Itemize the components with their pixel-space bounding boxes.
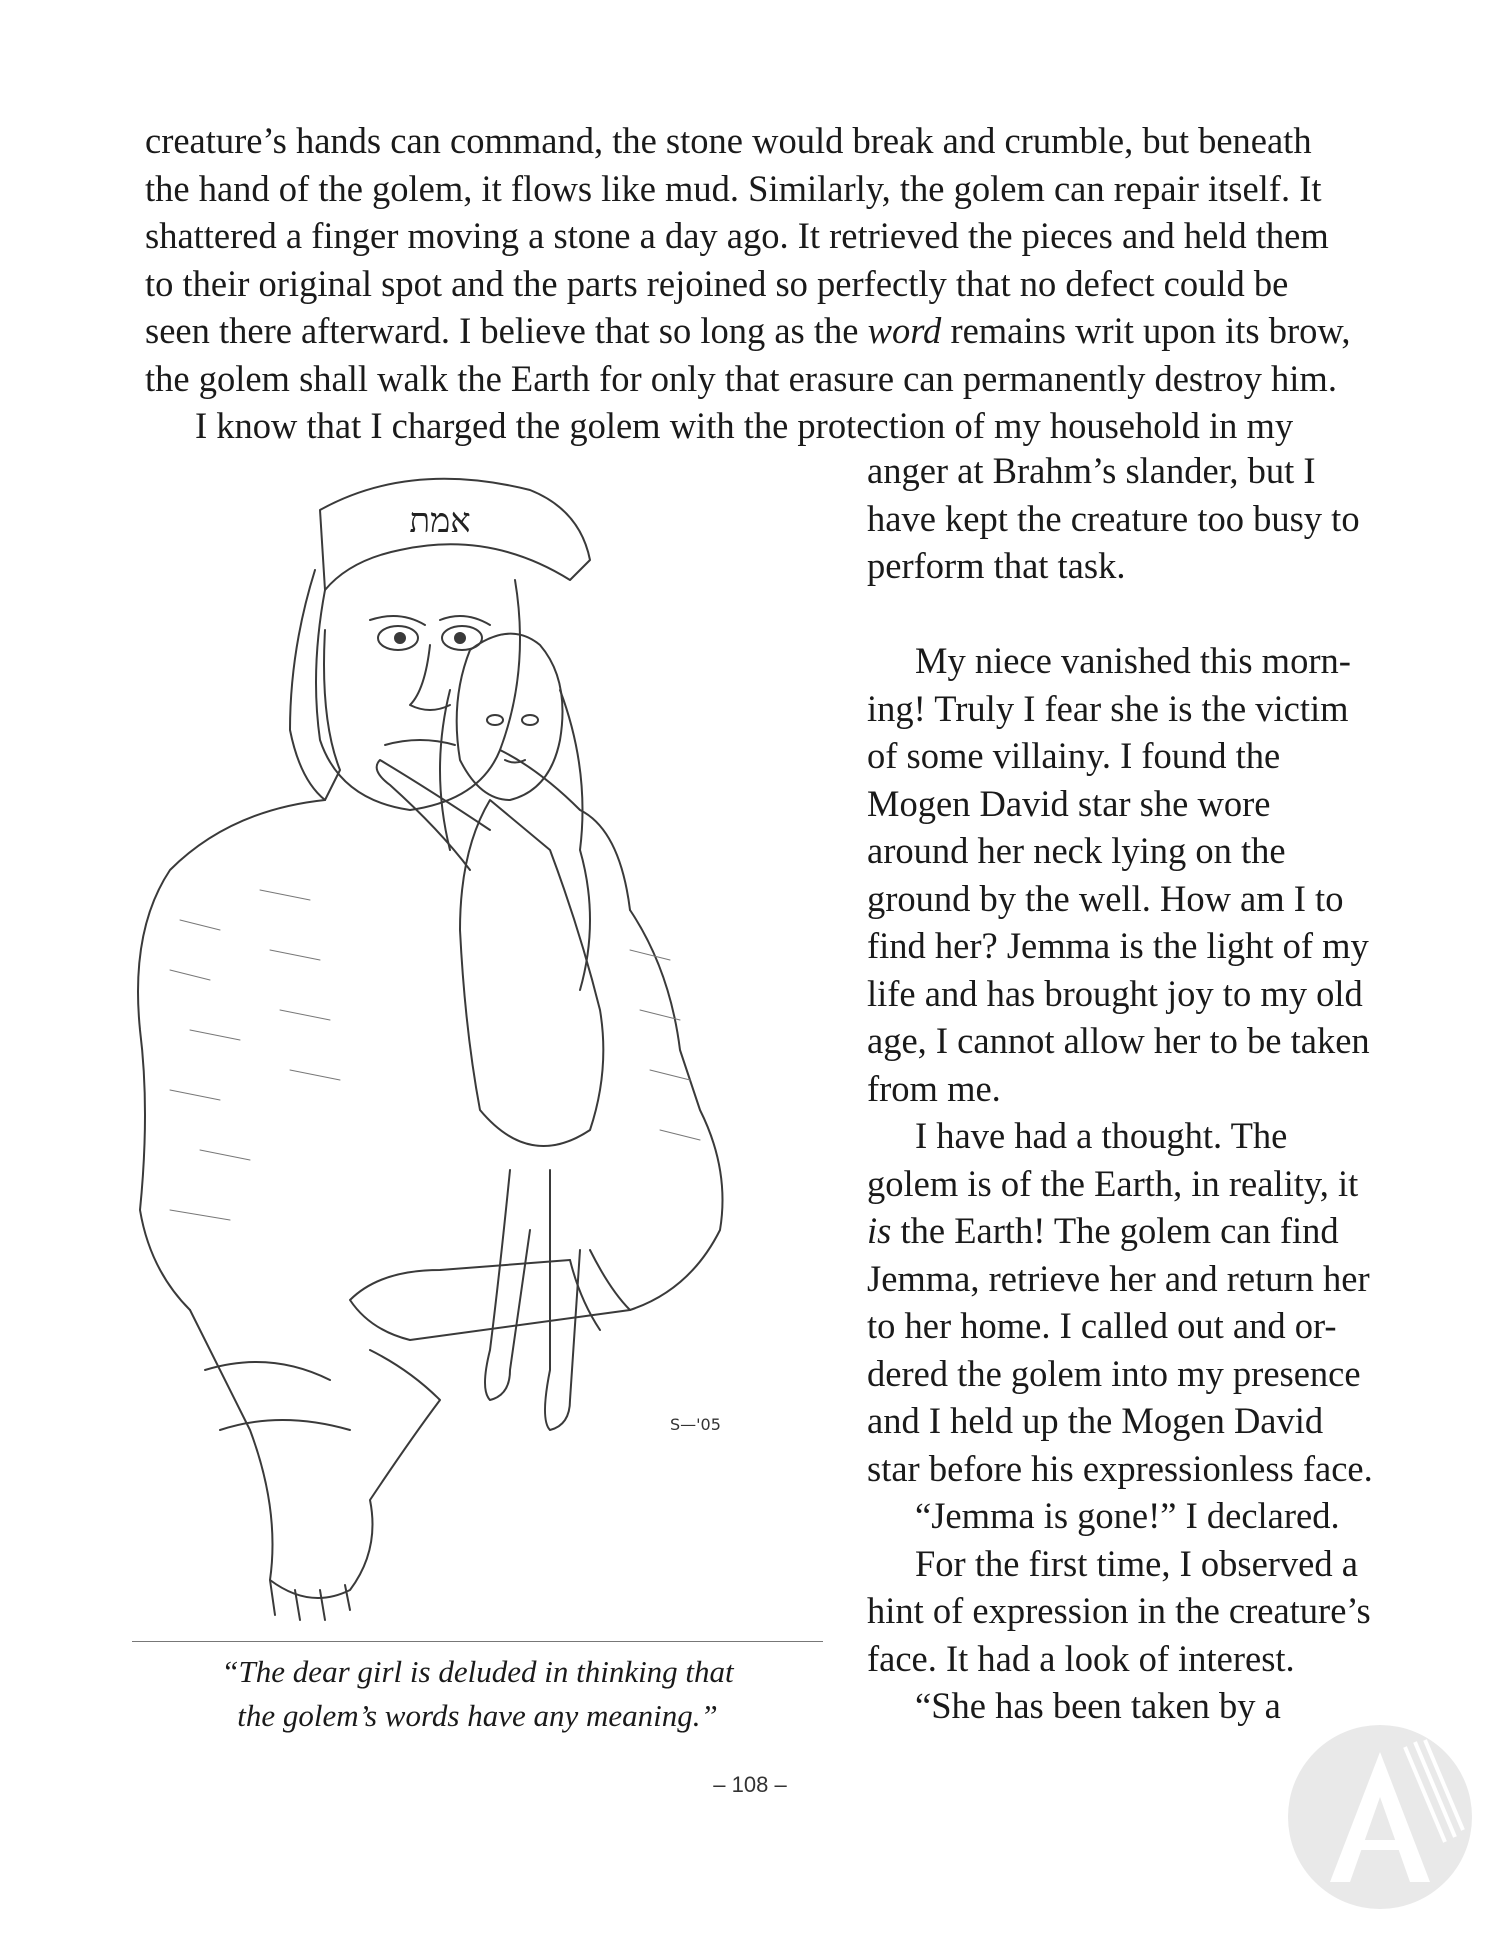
text-line: dered the golem into my presence	[867, 1352, 1361, 1394]
text-span: seen there afterward. I believe that so long as the	[145, 310, 868, 351]
text-line: hint of expression in the creature’s	[867, 1590, 1371, 1631]
text-line	[867, 1207, 1373, 1255]
text-line: the hand of the golem, it flows like mud. Similarly, the golem can repair itself. It	[145, 167, 1322, 209]
dialogue-line: “Jemma is gone!” I declared.	[915, 1495, 1340, 1536]
text-line: life and has brought joy to my old	[867, 972, 1363, 1014]
paragraph-gap	[867, 590, 1373, 638]
text-line: creature’s hands can command, the stone would break and crumble, but beneath	[145, 120, 1312, 161]
text-span: the Earth! The golem can find	[891, 1210, 1339, 1251]
girl-arm	[377, 760, 490, 870]
text-line: Jemma, retrieve her and return her	[867, 1257, 1370, 1299]
headband-text: אמת	[409, 501, 471, 541]
caption-rule	[132, 1641, 823, 1642]
illustration-caption	[132, 1650, 823, 1738]
top-paragraph	[145, 117, 1351, 450]
text-line	[145, 307, 1351, 355]
text-line: have kept the creature too busy to	[867, 497, 1360, 539]
text-line: and I held up the Mogen David	[867, 1400, 1324, 1441]
golem-body	[138, 800, 325, 1310]
text-line: age, I cannot allow her to be taken	[867, 1020, 1370, 1061]
caption-line: the golem’s words have any meaning.”	[237, 1698, 718, 1733]
artist-signature: S—'05	[670, 1415, 721, 1434]
text-line: star before his expressionless face.	[867, 1447, 1373, 1489]
dialogue-line: “She has been taken by a	[915, 1685, 1281, 1726]
text-line: golem is of the Earth, in reality, it	[867, 1162, 1359, 1204]
text-line: shattered a finger moving a stone a day ago. It retrieved the pieces and held them	[145, 215, 1329, 256]
girl-body	[460, 800, 603, 1146]
text-line: perform that task.	[867, 545, 1126, 586]
page-number: – 108 –	[713, 1772, 787, 1797]
paragraph-start-line: I have had a thought. The	[915, 1115, 1288, 1156]
right-column-text	[867, 447, 1373, 1730]
text-line: Mogen David star she wore	[867, 782, 1271, 824]
paragraph-start-line: For the first time, I observed a	[915, 1542, 1358, 1584]
emphasis-word: word	[867, 310, 942, 351]
text-line: to their original spot and the parts rejoined so perfectly that no defect could be	[145, 262, 1289, 304]
paragraph-start-line: My niece vanished this morn-	[915, 640, 1351, 681]
emphasis-word: is	[867, 1210, 892, 1251]
text-line: of some villainy. I found the	[867, 735, 1281, 776]
text-span: remains writ upon its brow,	[941, 310, 1351, 351]
text-line: to her home. I called out and or-	[867, 1305, 1337, 1346]
text-line: find her? Jemma is the light of my	[867, 925, 1369, 966]
text-line: anger at Brahm’s slander, but I	[867, 450, 1316, 491]
caption-line: “The dear girl is deluded in thinking that	[221, 1654, 734, 1689]
text-line: ground by the well. How am I to	[867, 877, 1344, 919]
paragraph-start-line: I know that I charged the golem with the protection of my household in my	[195, 405, 1294, 446]
golem-illustration	[110, 470, 820, 1630]
text-line: face. It had a look of interest.	[867, 1637, 1295, 1679]
text-line: the golem shall walk the Earth for only that erasure can permanently destroy him.	[145, 357, 1337, 399]
golem-arm	[190, 1310, 440, 1598]
text-line: ing! Truly I fear she is the victim	[867, 687, 1349, 729]
publisher-logo-icon	[1285, 1722, 1475, 1912]
girl-legs	[485, 1170, 580, 1430]
text-line: from me.	[867, 1067, 1001, 1109]
text-line: around her neck lying on the	[867, 830, 1286, 871]
girl-hair	[440, 690, 590, 990]
